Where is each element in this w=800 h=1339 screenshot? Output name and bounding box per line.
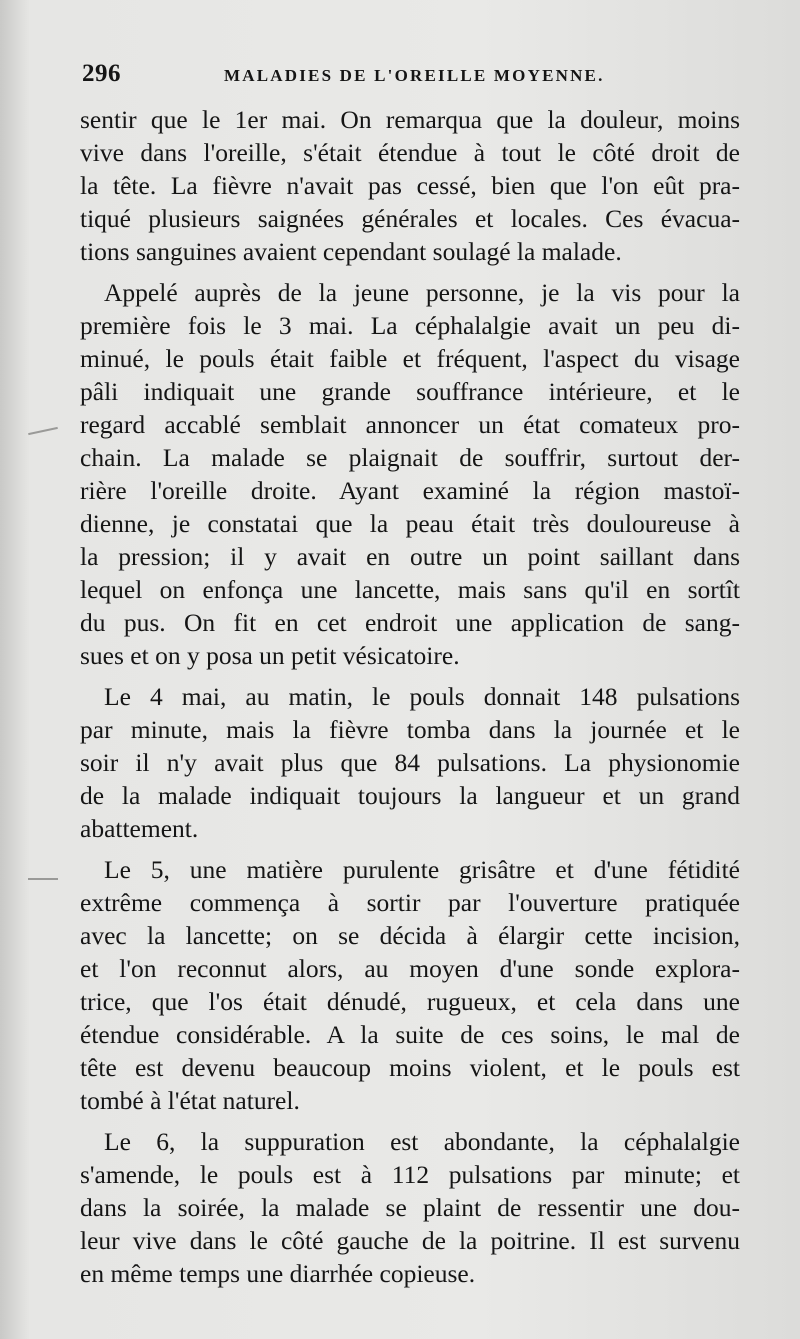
text-line: pâli indiquait une grande souffrance intérieure, et le [80, 377, 740, 406]
text-line: tombé à l'état naturel. [80, 1086, 300, 1115]
paragraph [80, 276, 740, 672]
text-line: par minute, mais la fièvre tomba dans la journée et le [80, 715, 740, 744]
text-line: tiqué plusieurs saignées générales et locales. Ces évacua- [80, 204, 740, 233]
paragraph [80, 853, 740, 1117]
text-line: tête est devenu beaucoup moins violent, et le pouls est [80, 1053, 740, 1082]
text-line: la tête. La fièvre n'avait pas cessé, bien que l'on eût pra- [80, 171, 740, 200]
text-line: rière l'oreille droite. Ayant examiné la région mastoï- [80, 476, 740, 505]
margin-pencil-mark [28, 427, 58, 435]
text-line: en même temps une diarrhée copieuse. [80, 1259, 476, 1288]
text-line: soir il n'y avait plus que 84 pulsations. La physionomie [80, 748, 740, 777]
text-line: du pus. On fit en cet endroit une application de sang- [80, 608, 740, 637]
text-line: minué, le pouls était faible et fréquent, l'aspect du visage [80, 344, 740, 373]
text-line: dienne, je constatai que la peau était très douloureuse à [80, 509, 740, 538]
text-line: chain. La malade se plaignait de souffrir, surtout der- [80, 443, 740, 472]
text-line: Le 5, une matière purulente grisâtre et d'une fétidité [104, 855, 740, 884]
text-line: leur vive dans le côté gauche de la poitrine. Il est survenu [80, 1226, 740, 1255]
running-title: MALADIES DE L'OREILLE MOYENNE. [224, 66, 605, 85]
text-line: première fois le 3 mai. La céphalalgie avait un peu di- [80, 311, 740, 340]
text-line: sentir que le 1er mai. On remarqua que la douleur, moins [80, 105, 740, 134]
text-line: vive dans l'oreille, s'était étendue à tout le côté droit de [80, 138, 740, 167]
text-line: dans la soirée, la malade se plaint de ressentir une dou- [80, 1193, 740, 1222]
text-line: étendue considérable. A la suite de ces soins, le mal de [80, 1020, 740, 1049]
text-line: trice, que l'os était dénudé, rugueux, et cela dans une [80, 987, 740, 1016]
body-text [80, 103, 740, 1290]
text-line: de la malade indiquait toujours la langueur et un grand [80, 781, 740, 810]
page-header [82, 60, 742, 94]
text-line: lequel on enfonça une lancette, mais sans qu'il en sortît [80, 575, 740, 604]
text-line: Le 6, la suppuration est abondante, la céphalalgie [104, 1127, 740, 1156]
text-line: Appelé auprès de la jeune personne, je la vis pour la [104, 278, 740, 307]
paragraph [80, 1125, 740, 1290]
text-line: tions sanguines avaient cependant soulagé la malade. [80, 237, 622, 266]
text-line: Le 4 mai, au matin, le pouls donnait 148 pulsations [104, 682, 740, 711]
text-line: regard accablé semblait annoncer un état comateux pro- [80, 410, 740, 439]
text-line: et l'on reconnut alors, au moyen d'une sonde explora- [80, 954, 740, 983]
paragraph [80, 103, 740, 268]
text-line: avec la lancette; on se décida à élargir cette incision, [80, 921, 740, 950]
text-line: la pression; il y avait en outre un point saillant dans [80, 542, 740, 571]
text-line: sues et on y posa un petit vésicatoire. [80, 641, 460, 670]
page-number: 296 [82, 60, 121, 87]
paragraph [80, 680, 740, 845]
margin-pencil-mark [28, 878, 58, 880]
text-line: abattement. [80, 814, 199, 843]
text-line: extrême commença à sortir par l'ouverture pratiquée [80, 888, 740, 917]
text-line: s'amende, le pouls est à 112 pulsations par minute; et [80, 1160, 740, 1189]
